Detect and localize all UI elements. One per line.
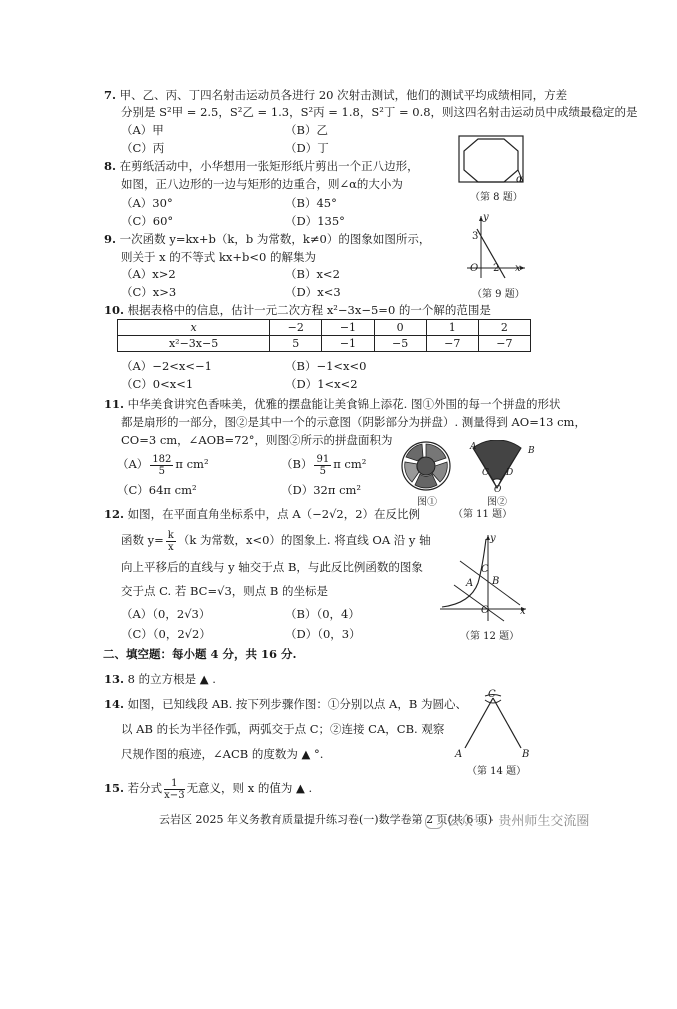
table-cell: 0 bbox=[374, 320, 426, 336]
q14-point-c: C bbox=[488, 689, 496, 700]
q12-option-c: （C）（0，2√2） bbox=[121, 627, 211, 641]
q11-option-c: （C）64π cm² bbox=[117, 483, 197, 497]
q12-point-a: A bbox=[466, 578, 474, 589]
q12-option-a: （A）（0，2√3） bbox=[121, 607, 211, 621]
table-row bbox=[118, 336, 531, 352]
q11-stem-line3: CO=3 cm，∠AOB=72°，则图②所示的拼盘面积为 bbox=[121, 433, 393, 447]
q11-platter-figure bbox=[400, 440, 452, 492]
q7-option-b: （B）乙 bbox=[285, 123, 328, 137]
q7-option-a: （A）甲 bbox=[121, 123, 164, 137]
table-cell: 2 bbox=[478, 320, 530, 336]
section-heading: 二、填空题：每小题 4 分，共 16 分. bbox=[103, 647, 297, 661]
q12-stem-line2: 函数 y= $\frac{k}{x}$ （k 为常数，x<0）的图象上. 将直线 OA 沿 y 轴 bbox=[121, 529, 431, 553]
q12-caption: （第 12 题） bbox=[460, 631, 520, 642]
q11-option-d: （D）32π cm² bbox=[281, 483, 362, 497]
q10-stem: 10. 根据表格中的信息，估计一元二次方程 x²−3x−5=0 的一个解的范围是 bbox=[104, 303, 491, 317]
table-row bbox=[118, 320, 531, 336]
q11-option-b: （B） $\frac{91}{5}$ π cm² bbox=[281, 453, 367, 477]
table-cell: 1 bbox=[426, 320, 478, 336]
q7-stem-line2: 分别是 S²甲 = 2.5，S²乙 = 1.3，S²丙 = 1.8，S²丁 = 0.8，则这四名射击运动员中成绩最稳定的是 bbox=[121, 105, 638, 119]
q9-origin-label: O bbox=[470, 263, 479, 274]
page-footer: 云岩区 2025 年义务教育质量提升练习卷(一)数学卷第 2 页(共 6 页) bbox=[159, 813, 493, 826]
q8-stem-line2: 如图，正八边形的一边与矩形的边重合，则∠α的大小为 bbox=[121, 177, 403, 191]
q12-stem-line3: 向上平移后的直线与 y 轴交于点 B，与此反比例函数的图象 bbox=[121, 560, 423, 574]
q8-caption: （第 8 题） bbox=[470, 192, 523, 203]
q11-point-o: O bbox=[494, 485, 502, 495]
q12-stem-line4: 交于点 C. 若 BC=√3，则点 B 的坐标是 bbox=[121, 584, 329, 598]
q9-option-b: （B）x<2 bbox=[285, 267, 340, 281]
table-cell: −7 bbox=[478, 336, 530, 352]
q9-caption: （第 9 题） bbox=[472, 289, 525, 300]
q11-point-a: A bbox=[470, 442, 477, 452]
q12-point-b: B bbox=[492, 576, 500, 587]
q12-point-c: C bbox=[481, 564, 489, 575]
q10-value-table bbox=[117, 319, 531, 352]
q12-option-b: （B）（0，4） bbox=[285, 607, 360, 621]
q8-option-d: （D）135° bbox=[285, 214, 345, 228]
table-cell: −7 bbox=[426, 336, 478, 352]
q11-caption: （第 11 题） bbox=[453, 509, 513, 520]
table-cell: −2 bbox=[270, 320, 322, 336]
q14-caption: （第 14 题） bbox=[467, 766, 527, 777]
q7-stem-line1: 7. 甲、乙、丙、丁四名射击运动员各进行 20 次射击测试，他们的测试平均成绩相同，方差 bbox=[104, 88, 568, 102]
q8-stem-line1: 8. 在剪纸活动中，小华想用一张矩形纸片剪出一个正八边形， bbox=[104, 159, 419, 173]
q10-option-b: （B）−1<x<0 bbox=[285, 359, 367, 373]
q7-option-d: （D）丁 bbox=[285, 141, 329, 155]
q9-option-a: （A）x>2 bbox=[121, 267, 176, 281]
q9-stem-line2: 则关于 x 的不等式 kx+b<0 的解集为 bbox=[121, 250, 317, 264]
q9-option-c: （C）x>3 bbox=[121, 285, 177, 299]
q8-alpha-label: α bbox=[516, 174, 523, 185]
q9-y-label: y bbox=[483, 212, 489, 223]
q12-x-label: x bbox=[520, 606, 526, 617]
table-cell: x²−3x−5 bbox=[118, 336, 270, 352]
q9-stem-line1: 9. 一次函数 y=kx+b（k，b 为常数，k≠0）的图象如图所示， bbox=[104, 232, 431, 246]
q9-option-d: （D）x<3 bbox=[285, 285, 341, 299]
q10-option-a: （A）−2<x<−1 bbox=[121, 359, 212, 373]
q11-fig2-label: 图② bbox=[487, 497, 507, 508]
q11-option-a: （A） $\frac{182}{5}$ π cm² bbox=[117, 453, 209, 477]
watermark: 公众号 · 贵州师生交流圈 bbox=[425, 810, 589, 829]
q12-y-label: y bbox=[490, 533, 496, 544]
table-cell: −5 bbox=[374, 336, 426, 352]
q12-origin-label: O bbox=[481, 605, 490, 616]
q14-point-b: B bbox=[522, 749, 530, 760]
q11-stem-line1: 11. 中华美食讲究色香味美，优雅的摆盘能让美食锦上添花. 图①外围的每一个拼盘的形状 bbox=[104, 397, 561, 411]
table-cell: x bbox=[118, 320, 270, 336]
q14-stem-line1: 14. 如图，已知线段 AB. 按下列步骤作图：①分别以点 A，B 为圆心、 bbox=[104, 697, 467, 711]
table-cell: 5 bbox=[270, 336, 322, 352]
table-cell: −1 bbox=[322, 336, 374, 352]
q9-intercept-2: 2 bbox=[493, 263, 500, 274]
q8-option-b: （B）45° bbox=[285, 196, 337, 210]
q14-point-a: A bbox=[455, 749, 463, 760]
q14-stem-line3: 尺规作图的痕迹，∠ACB 的度数为 ▲ °. bbox=[121, 747, 324, 761]
q8-option-c: （C）60° bbox=[121, 214, 174, 228]
q11-fig1-label: 图① bbox=[417, 497, 437, 508]
q10-option-c: （C）0<x<1 bbox=[121, 377, 194, 391]
q11-point-c: C bbox=[482, 468, 489, 478]
table-cell: −1 bbox=[322, 320, 374, 336]
q7-option-c: （C）丙 bbox=[121, 141, 165, 155]
q11-stem-line2: 都是扇形的一部分，图②是其中一个的示意图（阴影部分为拼盘）. 测量得到 AO=13 cm， bbox=[121, 415, 586, 429]
q13-stem: 13. 8 的立方根是 ▲ . bbox=[104, 672, 216, 686]
q8-option-a: （A）30° bbox=[121, 196, 173, 210]
q11-point-b: B bbox=[528, 446, 535, 456]
q9-intercept-3: 3 bbox=[472, 231, 479, 242]
q15-stem: 15. 若分式 $\frac{1}{x-3}$ 无意义，则 x 的值为 ▲ . bbox=[104, 777, 313, 801]
q12-stem-line1: 12. 如图，在平面直角坐标系中，点 A（−2√2，2）在反比例 bbox=[104, 507, 421, 521]
q12-option-d: （D）（0，3） bbox=[285, 627, 361, 641]
q9-x-label: x bbox=[515, 263, 521, 274]
q14-stem-line2: 以 AB 的长为半径作弧，两弧交于点 C；②连接 CA，CB. 观察 bbox=[121, 722, 445, 736]
q11-point-d: D bbox=[506, 468, 514, 478]
wechat-icon bbox=[425, 815, 443, 829]
q10-option-d: （D）1<x<2 bbox=[285, 377, 358, 391]
